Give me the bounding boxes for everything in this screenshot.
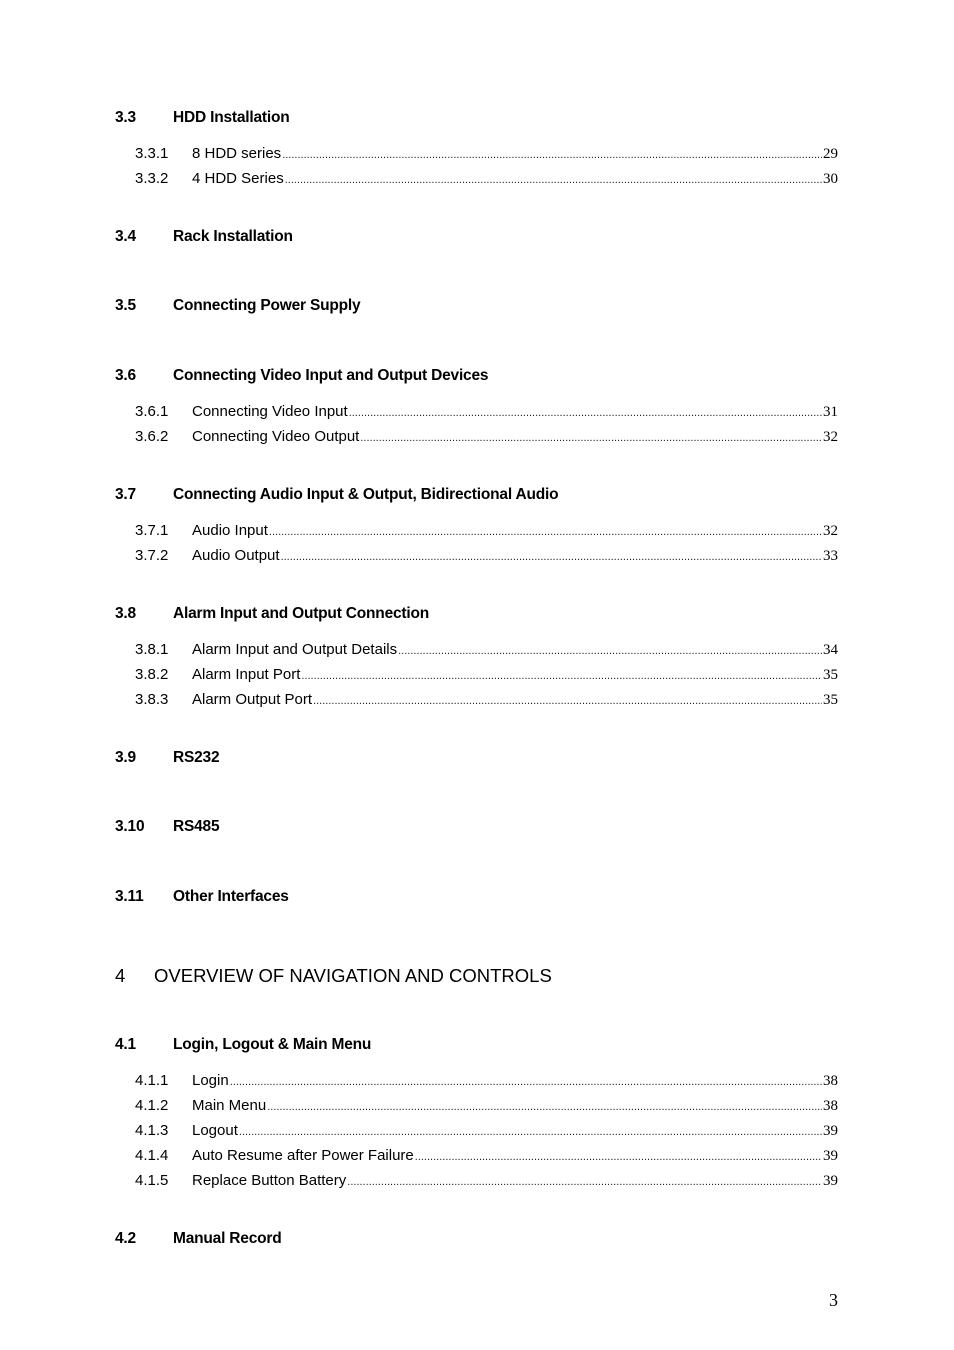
section-title: Rack Installation [173, 228, 293, 245]
toc-entry-3-6-2[interactable] [0, 428, 954, 448]
entry-page: 31 [823, 404, 838, 420]
toc-entry-3-8-3[interactable] [0, 691, 954, 711]
entry-number: 3.8.2 [135, 666, 169, 683]
toc-entry-3-7-1[interactable] [0, 522, 954, 542]
dot-leader [398, 645, 822, 657]
dot-leader [415, 1151, 822, 1163]
entry-number: 4.1.3 [135, 1122, 169, 1139]
entry-page: 38 [823, 1098, 838, 1114]
entry-title: Main Menu [192, 1097, 267, 1114]
entry-number: 3.7.2 [135, 547, 169, 564]
dot-leader [267, 1101, 822, 1113]
section-title: Alarm Input and Output Connection [173, 605, 430, 622]
toc-entry-4-1-2[interactable] [0, 1097, 954, 1117]
dot-leader [360, 432, 822, 444]
section-title: RS232 [173, 749, 220, 766]
section-title: Manual Record [173, 1230, 282, 1247]
entry-page: 39 [823, 1148, 838, 1164]
toc-entry-4-1-4[interactable] [0, 1147, 954, 1167]
entry-page: 32 [823, 429, 838, 445]
section-number: 3.6 [115, 367, 136, 384]
entry-title: Login [192, 1072, 229, 1089]
entry-title: Connecting Video Input [192, 403, 348, 420]
entry-title: 4 HDD Series [192, 170, 284, 187]
dot-leader [349, 407, 822, 419]
entry-page: 32 [823, 523, 838, 539]
toc-entry-4-1-5[interactable] [0, 1172, 954, 1192]
entry-page: 35 [823, 692, 838, 708]
entry-title: Audio Output [192, 547, 280, 564]
toc-entry-3-8-2[interactable] [0, 666, 954, 686]
page-number: 3 [829, 1290, 838, 1310]
dot-leader [301, 670, 822, 682]
section-number: 4.1 [115, 1036, 136, 1053]
section-title: HDD Installation [173, 109, 290, 126]
entry-page: 39 [823, 1123, 838, 1139]
toc-entry-3-6-1[interactable] [0, 403, 954, 423]
toc-entry-4-1-3[interactable] [0, 1122, 954, 1142]
dot-leader [313, 695, 822, 707]
entry-title: Alarm Input Port [192, 666, 301, 683]
section-number: 3.9 [115, 749, 136, 766]
entry-title: Alarm Output Port [192, 691, 313, 708]
chapter-number: 4 [115, 965, 126, 986]
entry-title: Replace Button Battery [192, 1172, 347, 1189]
section-number: 4.2 [115, 1230, 136, 1247]
entry-number: 3.6.2 [135, 428, 169, 445]
section-title: RS485 [173, 818, 220, 835]
entry-number: 3.7.1 [135, 522, 169, 539]
dot-leader [285, 174, 822, 186]
entry-page: 29 [823, 146, 838, 162]
toc-entry-3-8-1[interactable] [0, 641, 954, 661]
section-number: 3.8 [115, 605, 136, 622]
toc-entry-3-7-2[interactable] [0, 547, 954, 567]
section-title: Login, Logout & Main Menu [173, 1036, 372, 1053]
entry-title: Connecting Video Output [192, 428, 360, 445]
dot-leader [269, 526, 822, 538]
dot-leader [347, 1176, 822, 1188]
entry-page: 30 [823, 171, 838, 187]
entry-number: 4.1.2 [135, 1097, 169, 1114]
entry-page: 39 [823, 1173, 838, 1189]
chapter-title: OVERVIEW OF NAVIGATION AND CONTROLS [154, 965, 552, 986]
entry-number: 4.1.4 [135, 1147, 169, 1164]
entry-title: Auto Resume after Power Failure [192, 1147, 414, 1164]
entry-page: 34 [823, 642, 838, 658]
entry-number: 4.1.5 [135, 1172, 169, 1189]
dot-leader [230, 1076, 822, 1088]
entry-number: 3.3.2 [135, 170, 169, 187]
section-title: Connecting Power Supply [173, 297, 361, 314]
section-number: 3.11 [115, 888, 144, 905]
entry-number: 4.1.1 [135, 1072, 169, 1089]
toc-entry-3-3-1[interactable] [0, 145, 954, 165]
entry-page: 33 [823, 548, 838, 564]
toc-entry-3-3-2[interactable] [0, 170, 954, 190]
dot-leader [239, 1126, 822, 1138]
section-number: 3.4 [115, 228, 136, 245]
dot-leader [281, 551, 822, 563]
entry-page: 35 [823, 667, 838, 683]
entry-number: 3.8.1 [135, 641, 169, 658]
entry-number: 3.8.3 [135, 691, 169, 708]
section-title: Connecting Audio Input & Output, Bidirectional Audio [173, 486, 559, 503]
entry-number: 3.3.1 [135, 145, 169, 162]
section-number: 3.5 [115, 297, 136, 314]
entry-title: Logout [192, 1122, 238, 1139]
section-title: Other Interfaces [173, 888, 289, 905]
entry-title: Audio Input [192, 522, 268, 539]
section-number: 3.3 [115, 109, 136, 126]
section-title: Connecting Video Input and Output Devices [173, 367, 489, 384]
entry-title: 8 HDD series [192, 145, 282, 162]
entry-number: 3.6.1 [135, 403, 169, 420]
toc-entry-4-1-1[interactable] [0, 1072, 954, 1092]
entry-page: 38 [823, 1073, 838, 1089]
dot-leader [282, 149, 822, 161]
section-number: 3.10 [115, 818, 145, 835]
entry-title: Alarm Input and Output Details [192, 641, 398, 658]
section-number: 3.7 [115, 486, 136, 503]
